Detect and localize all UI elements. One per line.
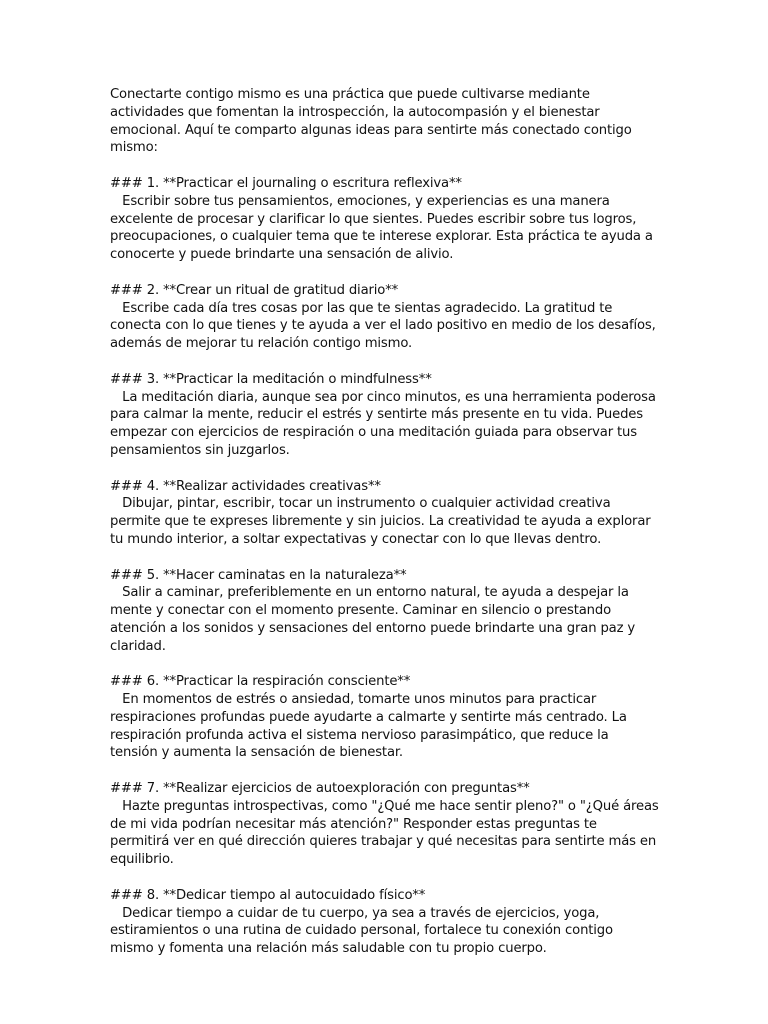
section-4 [110, 478, 660, 549]
section-body: Escribir sobre tus pensamientos, emociones, y experiencias es una manera excelente de procesar y clarificar lo que sientes. Puedes escribir sobre tus logros, preocupaciones, o cualquier tema que te interese explorar. Esta práctica te ayuda a conocerte y puede brindarte una sensación de alivio. [110, 193, 657, 263]
section-body: En momentos de estrés o ansiedad, tomarte unos minutos para practicar respiraciones profundas puede ayudarte a calmarte y sentirte más centrado. La respiración profunda activa el sistema nervioso parasimpático, que reduce la tensión y aumenta la sensación de bienestar. [110, 692, 631, 761]
section-heading: ### 4. **Realizar actividades creativas** [110, 478, 381, 494]
section-5 [110, 567, 660, 656]
section-body: Hazte preguntas introspectivas, como "¿Qué me hace sentir pleno?" o "¿Qué áreas de mi vida podrían necesitar más atención?" Responder estas preguntas te permitirá ver en qué dirección quieres trabajar y qué necesitas para sentirte más en equilibrio. [110, 798, 663, 868]
section-heading: ### 3. **Practicar la meditación o mindfulness** [110, 371, 432, 387]
section-heading: ### 1. **Practicar el journaling o escritura reflexiva** [110, 175, 462, 191]
section-heading: ### 8. **Dedicar tiempo al autocuidado físico** [110, 887, 426, 903]
section-heading: ### 6. **Practicar la respiración consciente** [110, 674, 411, 690]
section-body: Escribe cada día tres cosas por las que te sientas agradecido. La gratitud te conecta con lo que tienes y te ayuda a ver el lado positivo en medio de los desafíos, además de mejorar tu relación contigo mismo. [110, 300, 660, 352]
section-body: Salir a caminar, preferiblemente en un entorno natural, te ayuda a despejar la mente y conectar con el momento presente. Caminar en silencio o prestando atención a los sonidos y sensaciones del entorno puede brindarte una gran paz y claridad. [110, 585, 640, 654]
section-body: Dibujar, pintar, escribir, tocar un instrumento o cualquier actividad creativa permite que te expreses libremente y sin juicios. La creatividad te ayuda a explorar tu mundo interior, a soltar expectativas y conectar con lo que llevas dentro. [110, 496, 655, 547]
document-page [110, 86, 663, 976]
section-1 [110, 175, 660, 264]
section-heading: ### 7. **Realizar ejercicios de autoexploración con preguntas** [110, 781, 530, 797]
section-heading: ### 2. **Crear un ritual de gratitud diario** [110, 282, 399, 298]
section-8 [110, 887, 660, 958]
section-2 [110, 282, 660, 353]
section-body: La meditación diaria, aunque sea por cinco minutos, es una herramienta poderosa para calmar la mente, reducir el estrés y sentirte más presente en tu vida. Puedes empezar con ejercicios de respiración o una meditación guiada para observar tus pensamientos sin juzgarlos. [110, 389, 660, 458]
section-6 [110, 673, 660, 762]
section-3 [110, 371, 660, 460]
section-body: Dedicar tiempo a cuidar de tu cuerpo, ya sea a través de ejercicios, yoga, estiramientos o una rutina de cuidado personal, fortalece tu conexión contigo mismo y fomenta una relación más saludable con tu propio cuerpo. [110, 905, 617, 957]
section-heading: ### 5. **Hacer caminatas en la naturaleza** [110, 567, 407, 583]
section-7 [110, 780, 663, 869]
intro-paragraph: Conectarte contigo mismo es una práctica que puede cultivarse mediante actividades que fomentan la introspección, la autocompasión y el bienestar emocional. Aquí te comparto algunas ideas para sentirte más conectado contigo mismo: [110, 87, 636, 156]
